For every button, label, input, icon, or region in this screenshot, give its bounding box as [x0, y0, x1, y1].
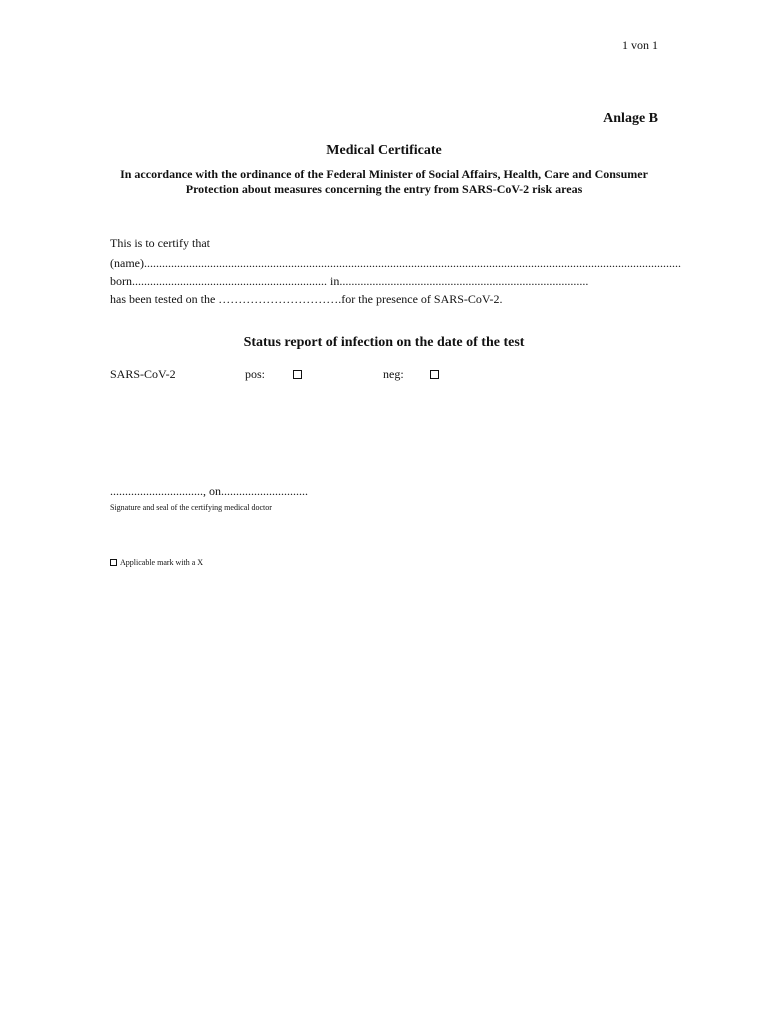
signature-line: ..............................., on.............................	[110, 484, 308, 498]
legend-note	[110, 558, 203, 567]
page-number: 1 von 1	[622, 38, 658, 52]
status-heading: Status report of infection on the date of the test	[243, 335, 525, 350]
document-subtitle: In accordance with the ordinance of the Federal Minister of Social Affairs, Health, Care and Consumer Protection about measures concerning the entry from SARS-CoV-2 risk areas	[120, 167, 648, 196]
document-title: Medical Certificate	[326, 143, 442, 158]
signature-caption: Signature and seal of the certifying medical doctor	[110, 503, 272, 512]
neg-label: neg:	[383, 367, 404, 381]
certify-line: This is to certify that	[110, 236, 210, 250]
legend-text: Applicable mark with a X	[120, 558, 204, 567]
pos-label: pos:	[245, 367, 266, 381]
checkbox-icon	[110, 559, 117, 566]
neg-checkbox[interactable]	[430, 370, 439, 379]
tested-line: has been tested on the ………………………….for the presence of SARS-CoV-2.	[110, 292, 503, 306]
birth-field-line: born................................................................. in...................................................................................	[110, 274, 589, 288]
virus-label: SARS-CoV-2	[110, 367, 176, 381]
annex-label: Anlage B	[603, 111, 658, 126]
pos-checkbox[interactable]	[293, 370, 302, 379]
name-field-line: (name)...................................................................................................................................................................................	[110, 256, 681, 270]
